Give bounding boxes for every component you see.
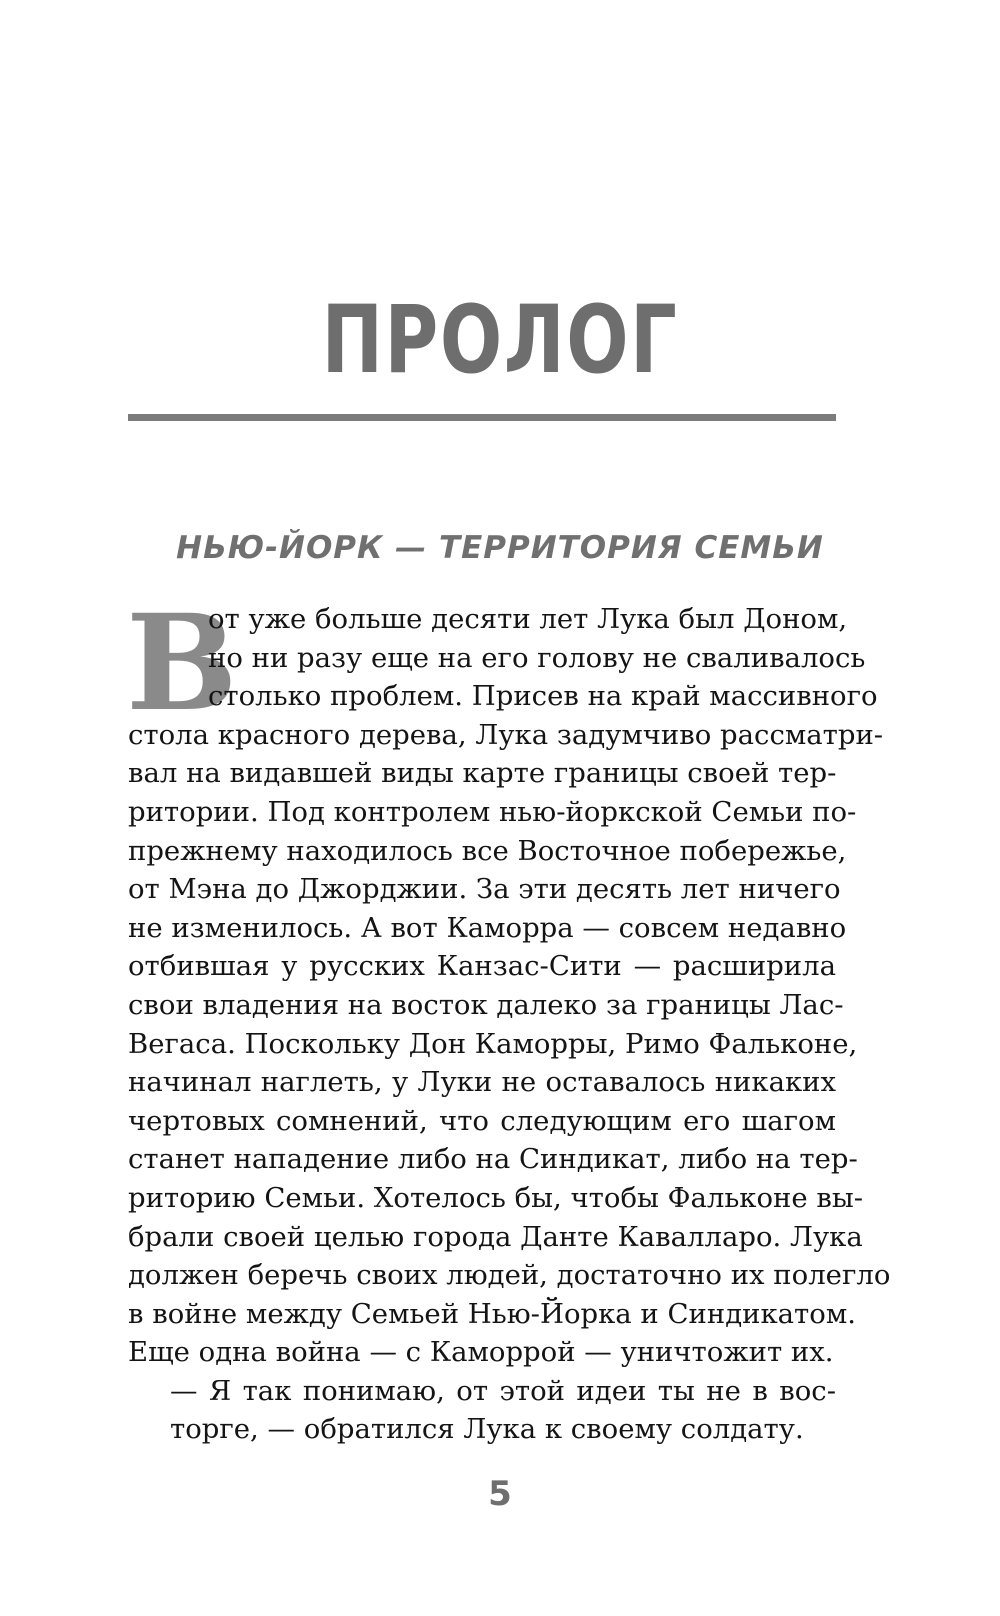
text-line: торге, — обратился Лука к своему солдату. (170, 1413, 804, 1446)
text-line: свои владения на восток далеко за границы Лас- (128, 988, 844, 1021)
text-line: от уже больше десяти лет Лука был Доном, (208, 603, 848, 635)
chapter-title: ПРОЛОГ (321, 286, 679, 395)
text-line: стола красного дерева, Лука задумчиво рассматри- (128, 718, 884, 751)
text-line: но ни разу еще на его голову не сваливалось (208, 641, 866, 674)
drop-cap: В (126, 586, 238, 741)
text-line: Еще одна война — с Каморрой — уничтожит их. (128, 1336, 834, 1369)
title-divider (128, 414, 836, 421)
body-text (126, 586, 891, 1449)
text-line: чертовых сомнений, что следующим его шагом (128, 1104, 836, 1137)
text-line: не изменилось. А вот Каморра — совсем недавно (128, 911, 847, 944)
text-line: отбившая у русских Канзас-Сити — расширила (128, 950, 836, 983)
text-line: от Мэна до Джорджии. За эти десять лет ничего (128, 873, 841, 906)
text-line: столько проблем. Присев на край массивного (208, 680, 878, 713)
text-line: — Я так понимаю, от этой идеи ты не в вос- (170, 1374, 836, 1407)
page-number: 5 (488, 1474, 512, 1514)
text-line: начинал наглеть, у Луки не оставалось никаких (128, 1066, 836, 1099)
text-line: риторию Семьи. Хотелось бы, чтобы Фальконе вы- (128, 1181, 864, 1214)
text-line: Вегаса. Поскольку Дон Каморры, Римо Фальконе, (128, 1027, 858, 1060)
text-line: брали своей целью города Данте Кавалларо. Лука (128, 1220, 863, 1253)
text-line: прежнему находилось все Восточное побережье, (128, 834, 847, 867)
text-line: станет нападение либо на Синдикат, либо на тер- (128, 1143, 858, 1176)
text-line: должен беречь своих людей, достаточно их полегло (128, 1259, 891, 1292)
text-line: ритории. Под контролем нью-йоркской Семьи по- (128, 795, 857, 828)
text-line: в войне между Семьей Нью-Йорка и Синдикатом. (128, 1297, 856, 1330)
text-line: вал на видавшей виды карте границы своей тер- (128, 757, 837, 790)
chapter-subtitle: НЬЮ-ЙОРК — ТЕРРИТОРИЯ СЕМЬИ (176, 530, 824, 566)
